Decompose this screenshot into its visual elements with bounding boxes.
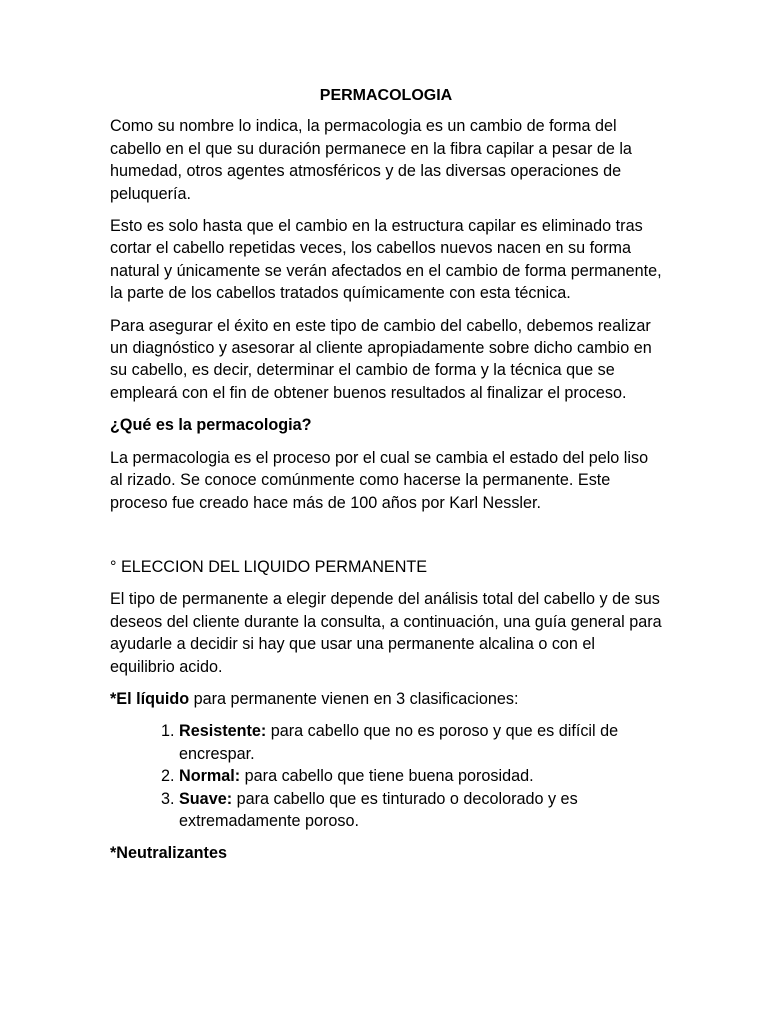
list-item-desc: para cabello que no es poroso y que es difícil de encrespar.: [179, 722, 619, 763]
liquid-intro: [110, 688, 662, 710]
classification-list: [110, 720, 662, 832]
document-title: PERMACOLOGIA: [319, 87, 453, 104]
diagnosis-paragraph: Para asegurar el éxito en este tipo de cambio del cabello, debemos realizar un diagnóstico y asesorar al cliente apropiadamente sobre dicho cambio en su cabello, es decir, determinar el cambio de forma y la técnica que se empleará con el fin de obtener buenos resultados al finalizar el proceso.: [110, 316, 652, 402]
answer-paragraph: La permacologia es el proceso por el cual se cambia el estado del pelo liso al rizado. Se conoce comúnmente como hacerse la permanente. Este proceso fue creado hace más de 100 años por Karl Nessler.: [110, 448, 649, 512]
structure-paragraph: Esto es solo hasta que el cambio en la estructura capilar es eliminado tras cortar el cabello repetidas veces, los cabellos nuevos nacen en su forma natural y únicamente se verán afectados en el cambio de forma permanente, la parte de los cabellos tratados químicamente con esta técnica.: [110, 217, 662, 303]
list-item-desc: para cabello que tiene buena porosidad.: [240, 767, 534, 786]
liquid-intro-bold: *El líquido: [110, 689, 190, 708]
section-spacer: [110, 524, 662, 556]
list-item-term: Normal:: [179, 767, 241, 786]
list-item: [179, 720, 662, 765]
document-page: [110, 85, 662, 875]
neutralizers-heading: *Neutralizantes: [110, 844, 227, 863]
liquid-intro-text: para permanente vienen en 3 clasificaciones:: [189, 689, 519, 708]
section-paragraph: El tipo de permanente a elegir depende del análisis total del cabello y de sus deseos del cliente durante la consulta, a continuación, una guía general para ayudarle a decidir si hay que usar una permanente alcalina o con el equilibrio acido.: [110, 590, 662, 676]
list-item-term: Resistente:: [179, 722, 267, 741]
list-item: [179, 765, 662, 787]
list-item-term: Suave:: [179, 789, 233, 808]
question-heading: ¿Qué es la permacologia?: [110, 416, 312, 435]
intro-paragraph: Como su nombre lo indica, la permacologia es un cambio de forma del cabello en el que su duración permanece en la fibra capilar a pesar de la humedad, otros agentes atmosféricos y de las diversas operaciones de peluquería.: [110, 117, 632, 203]
list-item-desc: para cabello que es tinturado o decolorado y es extremadamente poroso.: [179, 789, 578, 830]
section-heading: ° ELECCION DEL LIQUIDO PERMANENTE: [110, 557, 428, 576]
list-item: [179, 788, 662, 833]
